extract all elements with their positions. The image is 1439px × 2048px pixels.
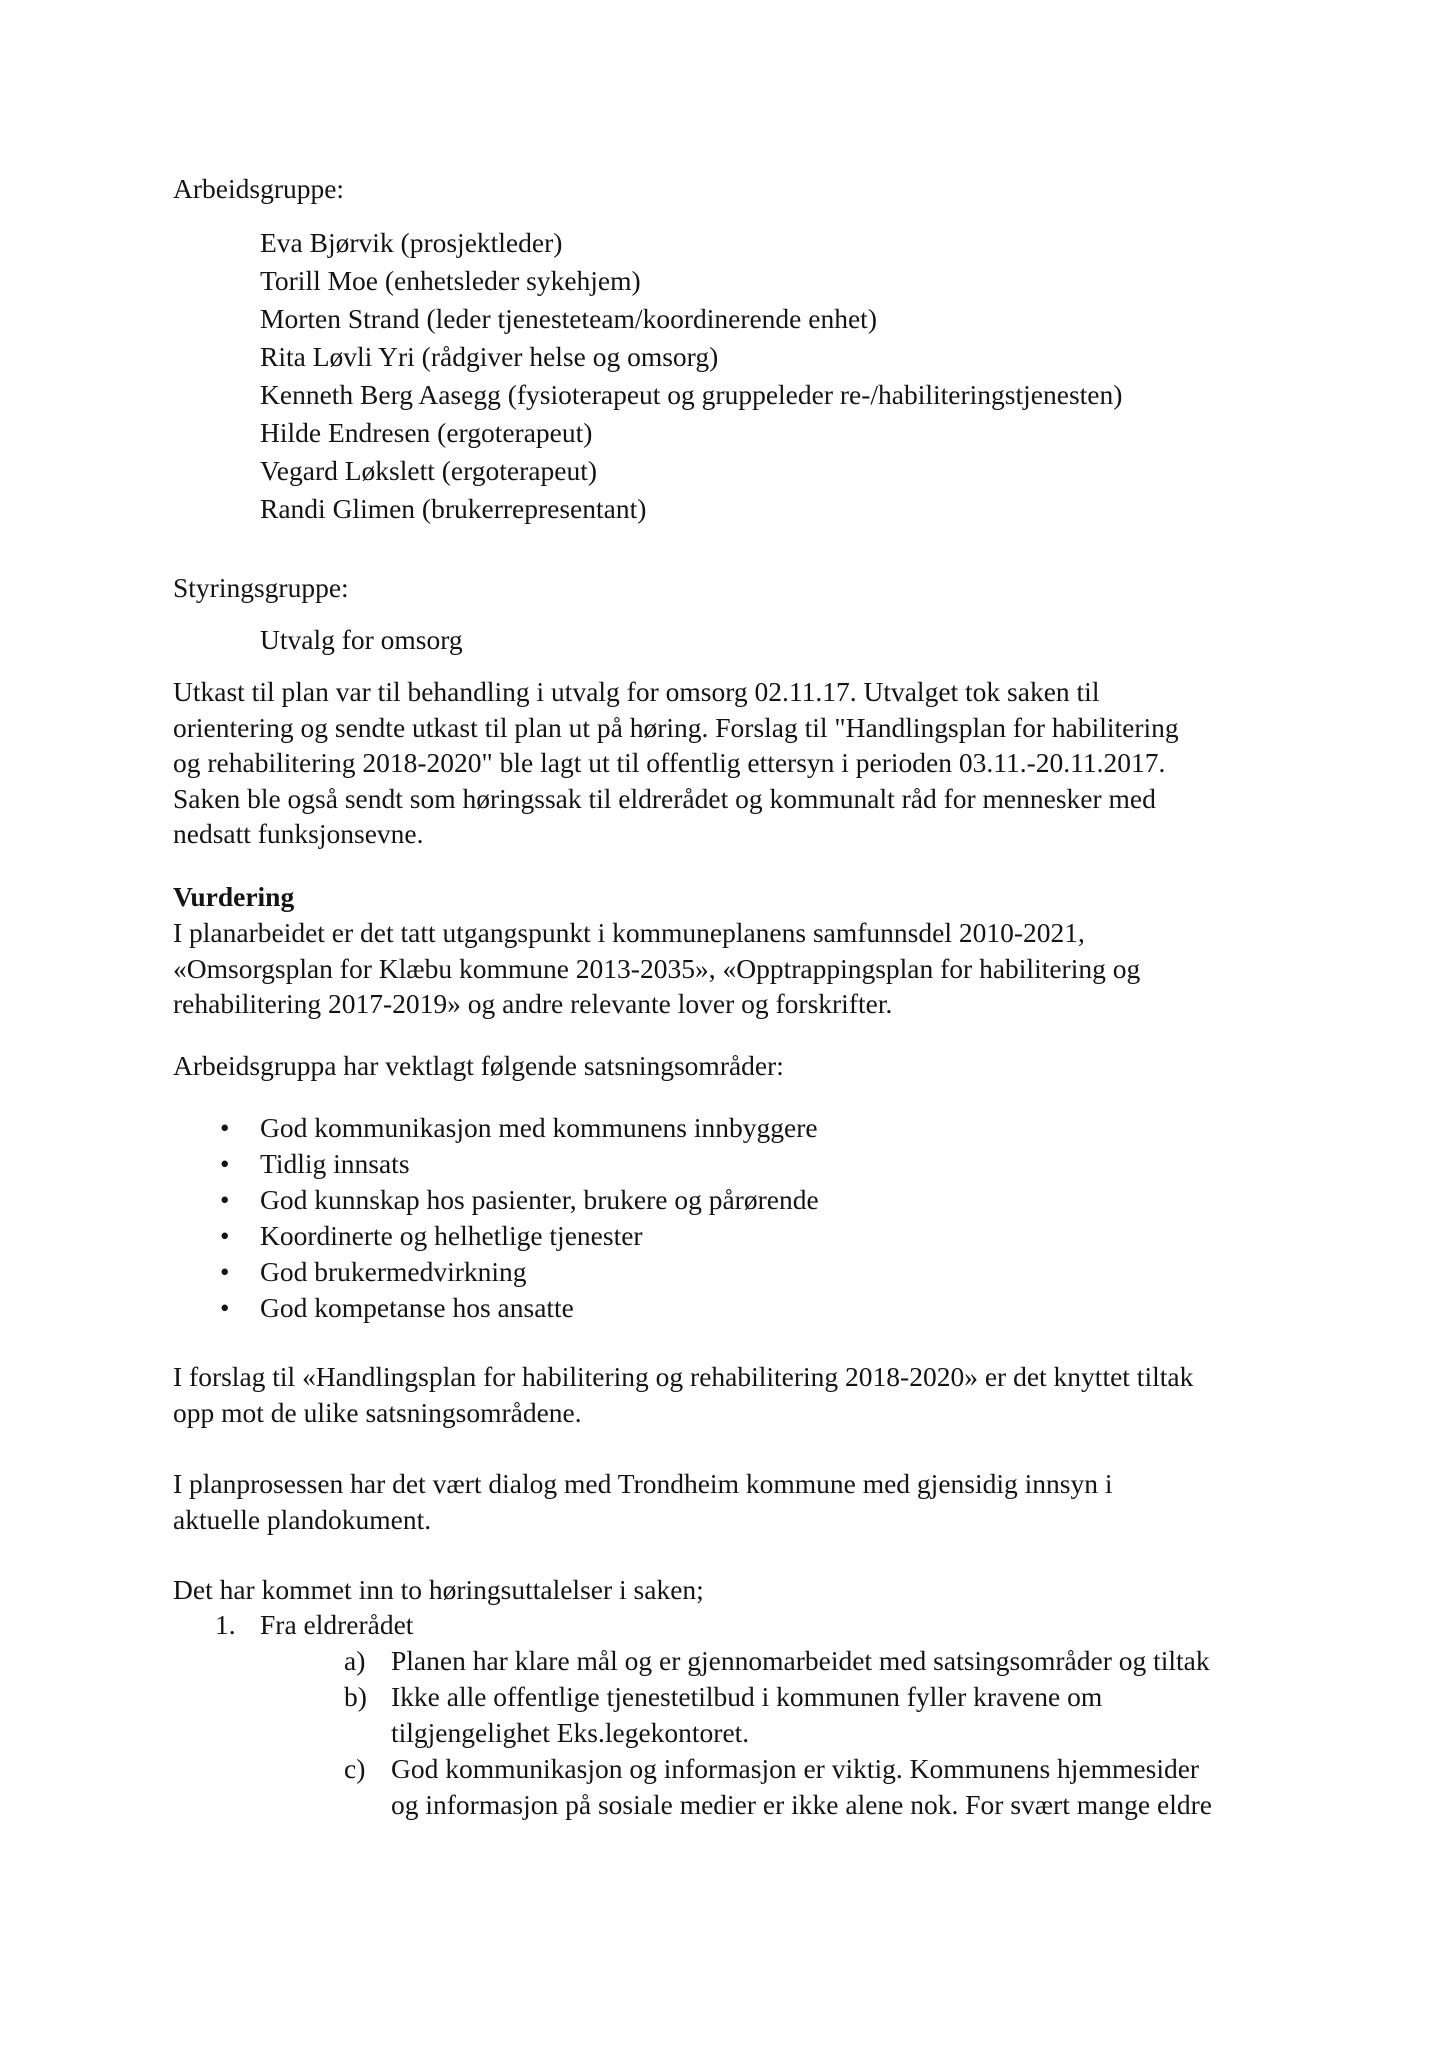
paragraph-line: I planprosessen har det vært dialog med Trondheim kommune med gjensidig innsyn i (173, 1468, 1113, 1499)
member-item: Vegard Løkslett (ergoterapeut) (260, 455, 597, 486)
paragraph-line: «Omsorgsplan for Klæbu kommune 2013-2035», «Opptrappingsplan for habilitering og (173, 952, 1141, 984)
bullet-icon: • (220, 1221, 230, 1251)
list-item: Fra eldrerådet (260, 1609, 414, 1640)
paragraph-line: og rehabilitering 2018-2020" ble lagt ut til offentlig ettersyn i perioden 03.11.-20.11.2017. (173, 747, 1166, 778)
paragraph-line: Saken ble også sendt som høringssak til eldrerådet og kommunalt råd for mennesker med (173, 782, 1156, 814)
member-item: Randi Glimen (brukerrepresentant) (260, 493, 647, 524)
bullet-icon: • (220, 1185, 230, 1215)
list-number: 1. (215, 1609, 236, 1640)
member-item: Morten Strand (leder tjenesteteam/koordinerende enhet) (260, 303, 877, 334)
member-item: Eva Bjørvik (prosjektleder) (260, 227, 563, 258)
bullet-icon: • (220, 1293, 230, 1323)
sub-item-line: og informasjon på sosiale medier er ikke alene nok. For svært mange eldre (391, 1789, 1212, 1820)
sub-item-line: God kommunikasjon og informasjon er viktig. Kommunens hjemmesider (391, 1753, 1200, 1784)
paragraph-line: orientering og sendte utkast til plan ut på høring. Forslag til "Handlingsplan for habilitering (173, 711, 1179, 743)
member-item: Torill Moe (enhetsleder sykehjem) (260, 265, 641, 296)
horing-intro: Det har kommet inn to høringsuttalelser i saken; (173, 1574, 704, 1605)
satsning-intro: Arbeidsgruppa har vektlagt følgende satsningsområder: (173, 1050, 784, 1081)
sub-item-line: Planen har klare mål og er gjennomarbeidet med satsingsområder og tiltak (391, 1645, 1210, 1676)
paragraph-line: rehabilitering 2017-2019» og andre relevante lover og forskrifter. (173, 988, 893, 1019)
bullet-icon: • (220, 1113, 230, 1143)
member-item: Hilde Endresen (ergoterapeut) (260, 417, 593, 448)
paragraph-line: I planarbeidet er det tatt utgangspunkt i kommuneplanens samfunnsdel 2010-2021, (173, 917, 1085, 948)
vurdering-heading: Vurdering (173, 881, 295, 912)
list-item: Tidlig innsats (260, 1148, 410, 1179)
list-item: Koordinerte og helhetlige tjenester (260, 1220, 643, 1251)
paragraph-line: nedsatt funksjonsevne. (173, 818, 424, 849)
sub-item-marker: b) (344, 1681, 367, 1712)
paragraph-line: I forslag til «Handlingsplan for habilitering og rehabilitering 2018-2020» er det knyttet tiltak (173, 1361, 1194, 1392)
list-item: God kompetanse hos ansatte (260, 1292, 574, 1323)
member-item: Rita Løvli Yri (rådgiver helse og omsorg) (260, 341, 719, 372)
list-item: God kommunikasjon med kommunens innbyggere (260, 1112, 818, 1143)
sub-item-line: Ikke alle offentlige tjenestetilbud i kommunen fyller kravene om (391, 1681, 1103, 1712)
list-item: God brukermedvirkning (260, 1256, 527, 1287)
member-item: Kenneth Berg Aasegg (fysioterapeut og gruppeleder re-/habiliteringstjenesten) (260, 379, 1123, 410)
sub-item-line: tilgjengelighet Eks.legekontoret. (391, 1717, 750, 1748)
styringsgruppe-heading: Styringsgruppe: (173, 572, 349, 603)
paragraph-line: aktuelle plandokument. (173, 1503, 432, 1535)
list-item: God kunnskap hos pasienter, brukere og pårørende (260, 1184, 819, 1215)
paragraph-line: Utkast til plan var til behandling i utvalg for omsorg 02.11.17. Utvalget tok saken til (173, 676, 1100, 707)
paragraph-line: opp mot de ulike satsningsområdene. (173, 1396, 582, 1428)
bullet-icon: • (220, 1257, 230, 1287)
arbeidsgruppe-heading: Arbeidsgruppe: (173, 173, 345, 204)
sub-item-marker: a) (344, 1645, 366, 1676)
styringsgruppe-member: Utvalg for omsorg (260, 624, 463, 655)
bullet-icon: • (220, 1149, 230, 1179)
sub-item-marker: c) (344, 1753, 366, 1784)
